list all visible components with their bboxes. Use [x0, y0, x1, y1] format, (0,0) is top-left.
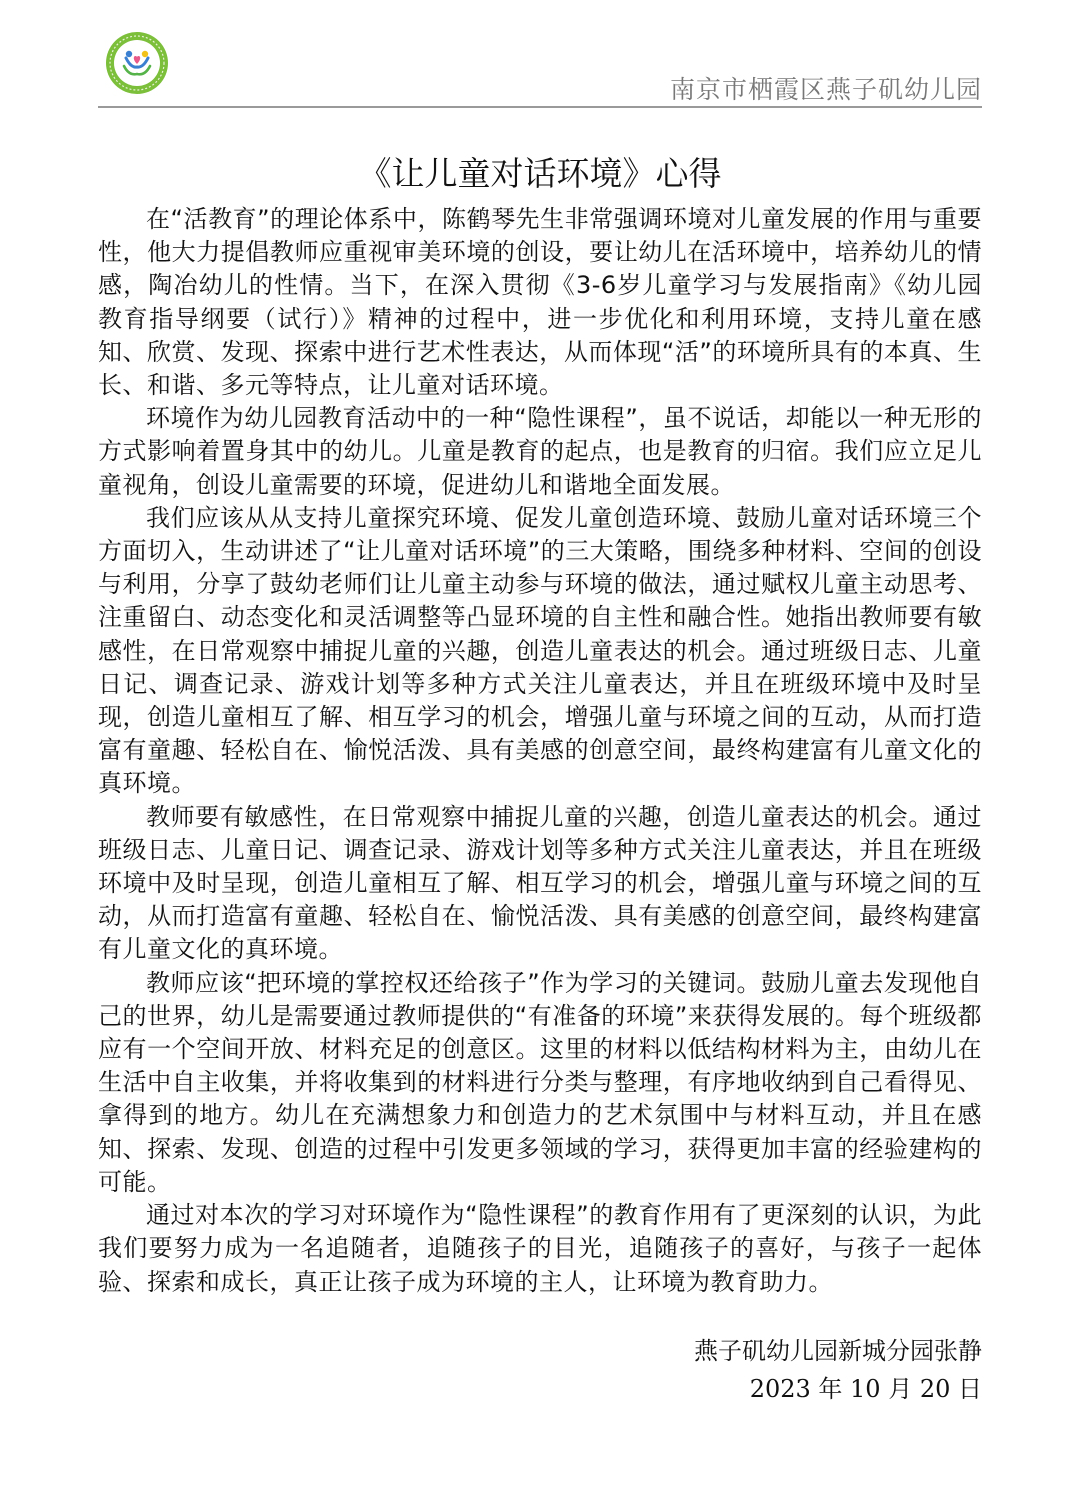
school-name: 南京市栖霞区燕子矶幼儿园 [669, 75, 982, 104]
signature-date: 2023 年 10 月 20 日 [749, 1375, 982, 1403]
document-body [98, 203, 982, 1299]
page-header [0, 0, 1080, 110]
paragraph-5: 教师应该“把环境的掌控权还给孩子”作为学习的关键词。鼓励儿童去发现他自己的世界，幼儿是需要通过教师提供的“有准备的环境”来获得发展的。每个班级都应有一个空间开放、材料充足的创意区。这里的材料以低结构材料为主，由幼儿在生活中自主收集，并将收集到的材料进行分类与整理，有序地收纳到自己看得见、拿得到的地方。幼儿在充满想象力和创造力的艺术氛围中与材料互动，并且在感知、探索、发现、创造的过程中引发更多领域的学习，获得更加丰富的经验建构的可能。 [98, 968, 982, 1196]
paragraph-6: 通过对本次的学习对环境作为“隐性课程”的教育作用有了更深刻的认识，为此我们要努力成为一名追随者，追随孩子的目光，追随孩子的喜好，与孩子一起体验、探索和成长，真正让孩子成为环境的主人，让环境为教育助力。 [98, 1201, 982, 1296]
signature-author: 燕子矶幼儿园新城分园张静 [694, 1337, 982, 1365]
signature-block [694, 1332, 982, 1408]
kindergarten-logo-icon [104, 30, 170, 96]
paragraph-4: 教师要有敏感性，在日常观察中捕捉儿童的兴趣，创造儿童表达的机会。通过班级日志、儿童日记、调查记录、游戏计划等多种方式关注儿童表达，并且在班级环境中及时呈现，创造儿童相互了解、相互学习的机会，增强儿童与环境之间的互动，从而打造富有童趣、轻松自在、愉悦活泼、具有美感的创意空间，最终构建富有儿童文化的真环境。 [98, 802, 982, 964]
document-title: 《让儿童对话环境》心得 [358, 154, 722, 193]
paragraph-1: 在“活教育”的理论体系中，陈鹤琴先生非常强调环境对儿童发展的作用与重要性，他大力提倡教师应重视审美环境的创设，要让幼儿在活环境中，培养幼儿的情感，陶冶幼儿的性情。当下，在深入贯彻《3-6岁儿童学习与发展指南》《幼儿园教育指导纲要（试行）》精神的过程中，进一步优化和利用环境，支持儿童在感知、欣赏、发现、探索中进行艺术性表达，从而体现“活”的环境所具有的本真、生长、和谐、多元等特点，让儿童对话环境。 [98, 205, 982, 400]
paragraph-3: 我们应该从从支持儿童探究环境、促发儿童创造环境、鼓励儿童对话环境三个方面切入，生动讲述了“让儿童对话环境”的三大策略，围绕多种材料、空间的创设与利用，分享了鼓幼老师们让儿童主动参与环境的做法，通过赋权儿童主动思考、注重留白、动态变化和灵活调整等凸显环境的自主性和融合性。她指出教师要有敏感性，在日常观察中捕捉儿童的兴趣，创造儿童表达的机会。通过班级日志、儿童日记、调查记录、游戏计划等多种方式关注儿童表达，并且在班级环境中及时呈现，创造儿童相互了解、相互学习的机会，增强儿童与环境之间的互动，从而打造富有童趣、轻松自在、愉悦活泼、具有美感的创意空间，最终构建富有儿童文化的真环境。 [98, 503, 982, 798]
paragraph-2: 环境作为幼儿园教育活动中的一种“隐性课程”，虽不说话，却能以一种无形的方式影响着置身其中的幼儿。儿童是教育的起点，也是教育的归宿。我们应立足儿童视角，创设儿童需要的环境，促进幼儿和谐地全面发展。 [98, 404, 982, 499]
logo-figure-left-head [126, 51, 132, 57]
logo-graphic [104, 30, 170, 96]
logo-figure-right-head [142, 51, 148, 57]
header-divider [98, 106, 982, 108]
